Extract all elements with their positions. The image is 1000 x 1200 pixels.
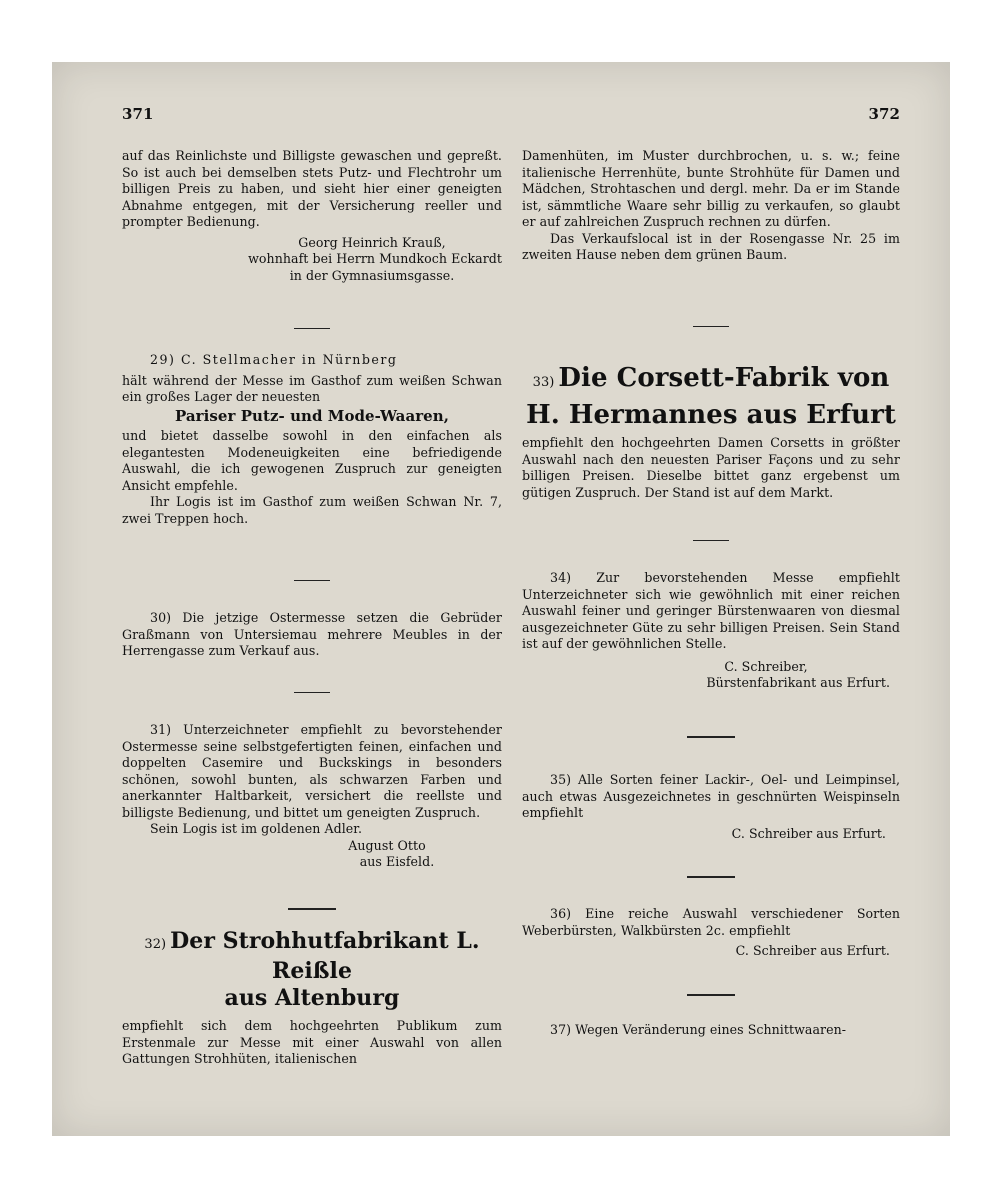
divider bbox=[122, 328, 502, 329]
ad-30 bbox=[122, 610, 502, 660]
ad-36-text: 36) Eine reiche Auswahl verschiedener Sorten Weberbürsten, Walkbürsten 2c. empfiehlt bbox=[522, 906, 900, 938]
ad-31-sig-2: aus Eisfeld. bbox=[359, 854, 435, 869]
ad-35-sig: C. Schreiber aus Erfurt. bbox=[731, 825, 886, 841]
ad-34-sig-2: Bürstenfabrikant aus Erfurt. bbox=[706, 675, 890, 690]
ad-31-text: 31) Unterzeichneter empfiehlt zu bevorstehender Ostermesse seine selbstgefertigten feinen, einfachen und doppelten Casemire und Buckskings in besonders schönen, sowohl bunten, als schwarzen Farben und anerkannter Haltbarkeit, versichert die reellste und billigste Bedienung, und bittet um geneigten Zuspruch. bbox=[122, 722, 502, 820]
divider bbox=[522, 326, 900, 327]
intro-sig-line-3: in der Gymnasiumsgasse. bbox=[289, 267, 455, 283]
ad-33-title-2: H. Hermannes aus Erfurt bbox=[526, 400, 896, 430]
ad-31-text-2: Sein Logis ist im goldenen Adler. bbox=[150, 821, 363, 836]
ad-34-sig-1: C. Schreiber, bbox=[724, 658, 808, 674]
ad-32-text: empfiehlt sich dem hochgeehrten Publikum zum Erstenmale zur Messe mit einer Auswahl von allen Gattungen Strohhüten, italienischen bbox=[122, 1018, 502, 1066]
divider bbox=[122, 908, 502, 910]
ad-35-text: 35) Alle Sorten feiner Lackir-, Oel- und Leimpinsel, auch etwas Ausgezeichnetes in geschnürten Weispinseln empfiehlt bbox=[522, 772, 900, 820]
divider bbox=[122, 580, 502, 581]
ad-32-title-1-text: Der Strohhutfabrikant L. Reißle bbox=[170, 928, 480, 984]
ad-29-text-1: hält während der Messe im Gasthof zum weißen Schwan ein großes Lager der neuesten bbox=[122, 372, 502, 404]
ad-36 bbox=[522, 906, 900, 960]
divider bbox=[522, 540, 900, 541]
ad-29 bbox=[122, 352, 502, 527]
ad-30-text: 30) Die jetzige Ostermesse setzen die Gebrüder Graßmann von Untersiemau mehrere Meubles in der Herrengasse zum Verkauf aus. bbox=[122, 610, 502, 658]
ad-36-sig: C. Schreiber aus Erfurt. bbox=[735, 943, 890, 958]
intro-sig-line-1: Georg Heinrich Krauß, bbox=[298, 234, 446, 250]
ad-29-text-3: Ihr Logis ist im Gasthof zum weißen Schwan Nr. 7, zwei Treppen hoch. bbox=[122, 494, 502, 526]
continued-text: Damenhüten, im Muster durchbrochen, u. s. w.; feine italienische Herrenhüte, bunte Strohhüte für Damen und Mädchen, Strohtaschen und dergl. mehr. Da er im Stande ist, sämmtliche Waare sehr billig zu verkaufen, so glaubt er auf zahlreichen Zuspruch rechnen zu dürfen. bbox=[522, 148, 900, 229]
divider bbox=[122, 692, 502, 693]
page-number-left: 371 bbox=[122, 105, 154, 123]
ad-37 bbox=[522, 1022, 900, 1039]
ad-35 bbox=[522, 772, 900, 842]
intro-text: auf das Reinlichste und Billigste gewaschen und gepreßt. So ist auch bei demselben stets Putz- und Flechtrohr um billigen Preis zu haben, und sieht hier einer geneigten Abnahme entgegen, mit der Versicherung reeller und prompter Bedienung. bbox=[122, 148, 502, 229]
ad-32-number: 32) bbox=[144, 937, 167, 952]
page-number-right: 372 bbox=[868, 105, 900, 123]
ad-37-text: 37) Wegen Veränderung eines Schnittwaaren- bbox=[550, 1022, 847, 1037]
ad-34 bbox=[522, 570, 900, 692]
ad-29-text-2: und bietet dasselbe sowohl in den einfachen als elegantesten Modeneuigkeiten eine befriedigende Auswahl, die ich gewogenen Zuspruch zur geneigten Ansicht empfehle. bbox=[122, 428, 502, 493]
divider bbox=[522, 876, 900, 878]
divider bbox=[522, 736, 900, 738]
ad-33-text: empfiehlt den hochgeehrten Damen Corsetts in größter Auswahl nach den neuesten Pariser Façons und zu sehr billigen Preisen. Dieselbe bittet ganz ergebenst um gütigen Zuspruch. Der Stand ist auf dem Markt. bbox=[522, 435, 900, 500]
ad-32-title-1 bbox=[122, 928, 502, 985]
right-column bbox=[522, 62, 900, 1136]
continued-text-2: Das Verkaufslocal ist in der Rosengasse Nr. 25 im zweiten Hause neben dem grünen Baum. bbox=[522, 230, 900, 262]
ad-31-sig-1: August Otto bbox=[348, 837, 426, 853]
ad-32-title-2: aus Altenburg bbox=[224, 985, 400, 1011]
ad-33-number: 33) bbox=[532, 375, 555, 390]
intro-sig-line-2: wohnhaft bei Herrn Mundkoch Eckardt bbox=[248, 251, 502, 266]
ad-33-title-1 bbox=[522, 362, 900, 399]
ad-33 bbox=[522, 362, 900, 501]
ad-32 bbox=[122, 928, 502, 1068]
intro-block bbox=[122, 148, 502, 284]
left-column bbox=[122, 62, 502, 1136]
scanned-page bbox=[52, 62, 950, 1136]
divider bbox=[522, 994, 900, 996]
ad-29-title: Pariser Putz- und Mode-Waaren, bbox=[174, 406, 449, 425]
ad-34-text: 34) Zur bevorstehenden Messe empfiehlt Unterzeichneter sich wie gewöhnlich mit einer reichen Auswahl feiner und geringer Bürstenwaaren von diesmal ausgezeichneter Güte zu sehr billigen Preisen. Sein Stand ist auf der gewöhnlichen Stelle. bbox=[522, 570, 900, 651]
ad-33-title-1-text: Die Corsett-Fabrik von bbox=[558, 363, 890, 393]
ad-29-heading: 29) C. Stellmacher in Nürnberg bbox=[150, 352, 398, 367]
ad-31 bbox=[122, 722, 502, 871]
continued-block bbox=[522, 148, 900, 264]
